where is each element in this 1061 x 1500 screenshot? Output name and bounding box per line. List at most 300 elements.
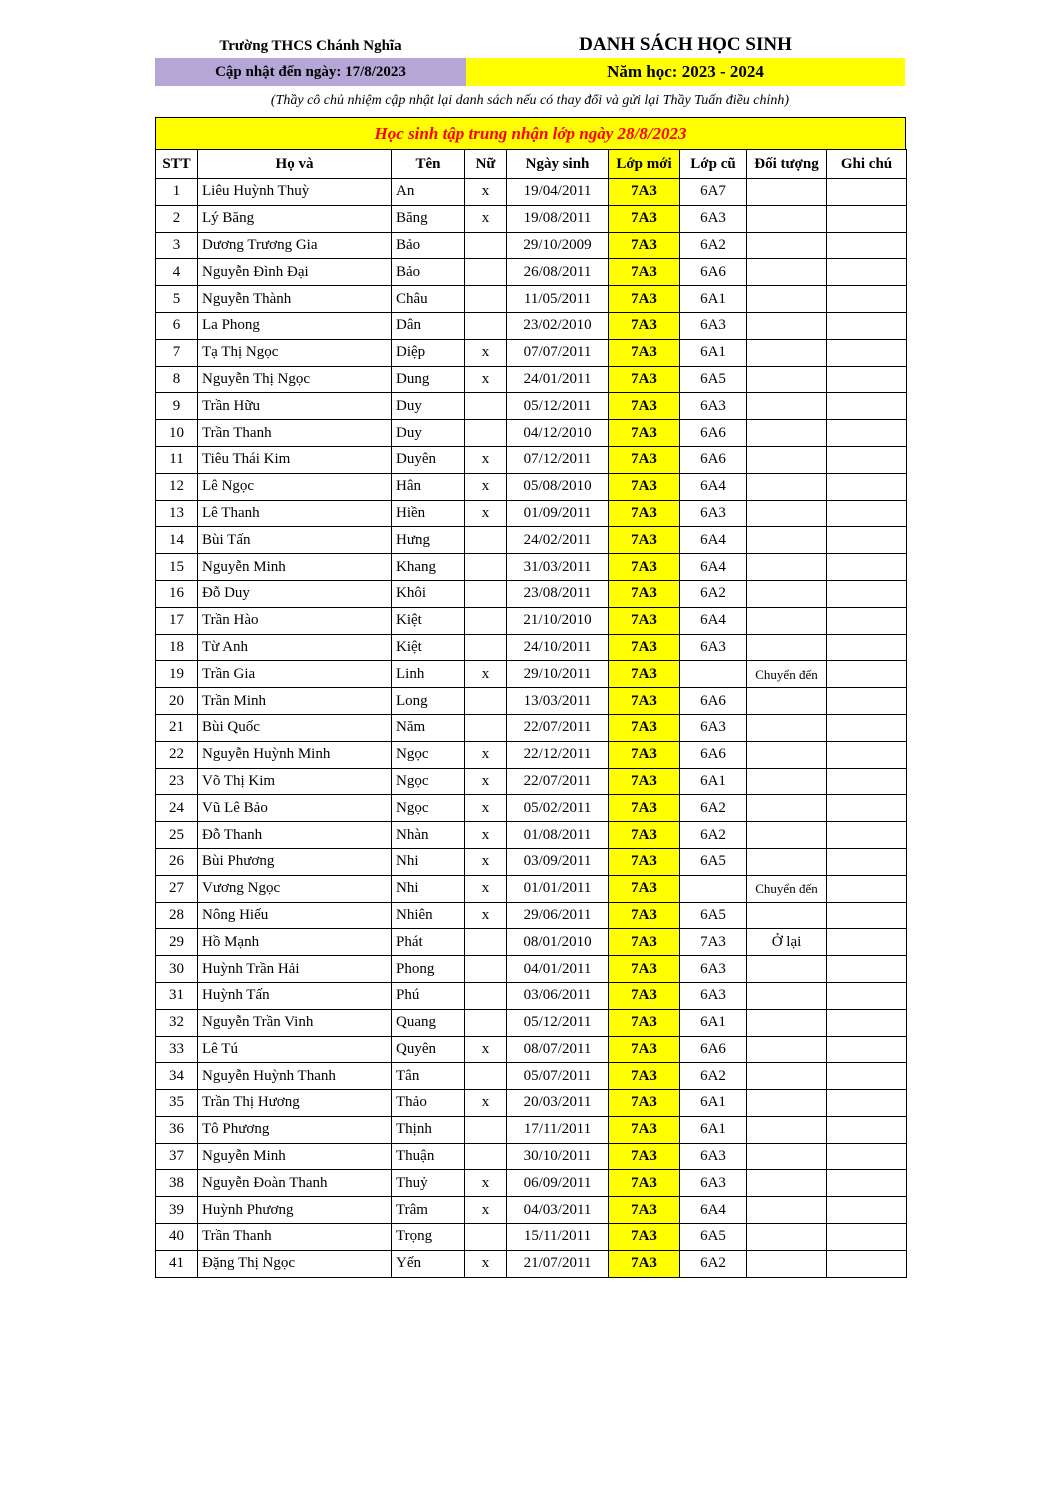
cell-new-class: 7A3	[609, 1090, 680, 1117]
table-row	[156, 286, 907, 313]
cell-stt: 30	[156, 956, 198, 983]
cell-note	[827, 929, 907, 956]
cell-category	[747, 688, 827, 715]
cell-last-name: Nguyễn Đoàn Thanh	[198, 1170, 392, 1197]
cell-old-class: 6A6	[680, 446, 747, 473]
cell-last-name: Trần Thanh	[198, 420, 392, 447]
cell-old-class: 6A6	[680, 259, 747, 286]
cell-female	[465, 956, 507, 983]
cell-category	[747, 1009, 827, 1036]
cell-note	[827, 822, 907, 849]
cell-stt: 33	[156, 1036, 198, 1063]
col-note: Ghi chú	[827, 150, 907, 179]
cell-first-name: Bảo	[392, 232, 465, 259]
cell-note	[827, 312, 907, 339]
cell-first-name: Năm	[392, 714, 465, 741]
cell-new-class: 7A3	[609, 527, 680, 554]
cell-stt: 23	[156, 768, 198, 795]
cell-new-class: 7A3	[609, 714, 680, 741]
updated-date: Cập nhật đến ngày: 17/8/2023	[155, 58, 466, 86]
cell-dob: 08/01/2010	[507, 929, 609, 956]
cell-dob: 07/12/2011	[507, 446, 609, 473]
table-row	[156, 366, 907, 393]
cell-note	[827, 420, 907, 447]
cell-old-class: 6A4	[680, 527, 747, 554]
cell-note	[827, 1063, 907, 1090]
table-row	[156, 205, 907, 232]
cell-new-class: 7A3	[609, 420, 680, 447]
cell-new-class: 7A3	[609, 580, 680, 607]
cell-female	[465, 1143, 507, 1170]
table-row	[156, 902, 907, 929]
student-table	[155, 149, 907, 1278]
cell-new-class: 7A3	[609, 795, 680, 822]
cell-dob: 11/05/2011	[507, 286, 609, 313]
cell-old-class: 6A2	[680, 795, 747, 822]
cell-dob: 06/09/2011	[507, 1170, 609, 1197]
cell-new-class: 7A3	[609, 393, 680, 420]
cell-new-class: 7A3	[609, 688, 680, 715]
cell-stt: 22	[156, 741, 198, 768]
cell-female	[465, 580, 507, 607]
cell-first-name: Hiền	[392, 500, 465, 527]
cell-first-name: Trọng	[392, 1224, 465, 1251]
cell-dob: 15/11/2011	[507, 1224, 609, 1251]
table-row	[156, 795, 907, 822]
document-title: DANH SÁCH HỌC SINH	[579, 34, 792, 55]
cell-last-name: Huỳnh Trần Hải	[198, 956, 392, 983]
table-row	[156, 500, 907, 527]
cell-category	[747, 179, 827, 206]
cell-last-name: Nguyễn Huỳnh Minh	[198, 741, 392, 768]
cell-note	[827, 179, 907, 206]
table-row	[156, 473, 907, 500]
cell-first-name: Phong	[392, 956, 465, 983]
cell-first-name: Nhi	[392, 875, 465, 902]
cell-stt: 29	[156, 929, 198, 956]
cell-new-class: 7A3	[609, 982, 680, 1009]
cell-dob: 19/04/2011	[507, 179, 609, 206]
table-row	[156, 1197, 907, 1224]
cell-dob: 03/06/2011	[507, 982, 609, 1009]
col-dob: Ngày sinh	[507, 150, 609, 179]
cell-dob: 29/10/2009	[507, 232, 609, 259]
cell-stt: 11	[156, 446, 198, 473]
cell-old-class: 6A5	[680, 366, 747, 393]
cell-old-class: 6A2	[680, 232, 747, 259]
cell-old-class	[680, 875, 747, 902]
cell-female: x	[465, 848, 507, 875]
cell-note	[827, 1036, 907, 1063]
cell-first-name: Ngọc	[392, 768, 465, 795]
cell-category	[747, 1250, 827, 1277]
cell-last-name: Bùi Tấn	[198, 527, 392, 554]
cell-first-name: Duy	[392, 393, 465, 420]
cell-category	[747, 1116, 827, 1143]
cell-first-name: Yến	[392, 1250, 465, 1277]
cell-category	[747, 446, 827, 473]
cell-old-class: 6A4	[680, 1197, 747, 1224]
cell-dob: 23/08/2011	[507, 580, 609, 607]
cell-female	[465, 1063, 507, 1090]
cell-stt: 2	[156, 205, 198, 232]
cell-category	[747, 607, 827, 634]
cell-new-class: 7A3	[609, 741, 680, 768]
cell-first-name: Dung	[392, 366, 465, 393]
cell-first-name: Nhi	[392, 848, 465, 875]
table-row	[156, 714, 907, 741]
table-row	[156, 554, 907, 581]
cell-category	[747, 527, 827, 554]
cell-note	[827, 1116, 907, 1143]
table-row	[156, 527, 907, 554]
cell-old-class: 6A5	[680, 1224, 747, 1251]
cell-dob: 19/08/2011	[507, 205, 609, 232]
cell-stt: 31	[156, 982, 198, 1009]
cell-old-class	[680, 661, 747, 688]
cell-stt: 12	[156, 473, 198, 500]
cell-dob: 04/01/2011	[507, 956, 609, 983]
cell-category	[747, 795, 827, 822]
table-row	[156, 1063, 907, 1090]
cell-last-name: Tiêu Thái Kim	[198, 446, 392, 473]
cell-old-class: 6A1	[680, 768, 747, 795]
cell-last-name: Bùi Quốc	[198, 714, 392, 741]
cell-old-class: 6A3	[680, 956, 747, 983]
cell-last-name: Nguyễn Trần Vinh	[198, 1009, 392, 1036]
cell-last-name: Nguyễn Minh	[198, 554, 392, 581]
cell-stt: 8	[156, 366, 198, 393]
cell-last-name: Đỗ Duy	[198, 580, 392, 607]
cell-note	[827, 580, 907, 607]
table-row	[156, 848, 907, 875]
cell-last-name: La Phong	[198, 312, 392, 339]
cell-old-class: 6A5	[680, 902, 747, 929]
cell-female: x	[465, 1250, 507, 1277]
cell-note	[827, 473, 907, 500]
cell-category	[747, 902, 827, 929]
cell-old-class: 6A6	[680, 741, 747, 768]
cell-female	[465, 286, 507, 313]
cell-stt: 15	[156, 554, 198, 581]
cell-female: x	[465, 741, 507, 768]
cell-dob: 24/02/2011	[507, 527, 609, 554]
cell-category	[747, 580, 827, 607]
cell-category	[747, 339, 827, 366]
cell-note	[827, 1170, 907, 1197]
cell-first-name: Châu	[392, 286, 465, 313]
cell-old-class: 6A3	[680, 1170, 747, 1197]
assembly-banner: Học sinh tập trung nhận lớp ngày 28/8/2023	[155, 117, 906, 149]
cell-first-name: Khang	[392, 554, 465, 581]
cell-first-name: Nhàn	[392, 822, 465, 849]
cell-last-name: Trần Thị Hương	[198, 1090, 392, 1117]
cell-first-name: Ngọc	[392, 795, 465, 822]
cell-note	[827, 956, 907, 983]
col-first-name: Tên	[392, 150, 465, 179]
cell-female: x	[465, 661, 507, 688]
school-year: Năm học: 2023 - 2024	[466, 58, 905, 86]
cell-last-name: Nông Hiếu	[198, 902, 392, 929]
cell-first-name: Phát	[392, 929, 465, 956]
table-row	[156, 1143, 907, 1170]
cell-dob: 22/12/2011	[507, 741, 609, 768]
cell-first-name: Duy	[392, 420, 465, 447]
cell-stt: 19	[156, 661, 198, 688]
cell-last-name: Võ Thị Kim	[198, 768, 392, 795]
cell-category: Ở lại	[747, 929, 827, 956]
cell-old-class: 6A1	[680, 1009, 747, 1036]
cell-last-name: Tạ Thị Ngọc	[198, 339, 392, 366]
cell-female: x	[465, 1090, 507, 1117]
cell-note	[827, 768, 907, 795]
cell-new-class: 7A3	[609, 339, 680, 366]
cell-category	[747, 393, 827, 420]
cell-dob: 26/08/2011	[507, 259, 609, 286]
table-row	[156, 259, 907, 286]
cell-female: x	[465, 500, 507, 527]
table-row	[156, 634, 907, 661]
cell-old-class: 6A3	[680, 714, 747, 741]
cell-first-name: Thuỷ	[392, 1170, 465, 1197]
table-row	[156, 1224, 907, 1251]
cell-dob: 30/10/2011	[507, 1143, 609, 1170]
col-old-class: Lớp cũ	[680, 150, 747, 179]
cell-last-name: Dương Trương Gia	[198, 232, 392, 259]
cell-category	[747, 1036, 827, 1063]
cell-note	[827, 714, 907, 741]
cell-note	[827, 1090, 907, 1117]
table-row	[156, 1090, 907, 1117]
table-row	[156, 956, 907, 983]
col-last-name: Họ và	[198, 150, 392, 179]
cell-category: Chuyển đến	[747, 875, 827, 902]
cell-category: Chuyển đến	[747, 661, 827, 688]
cell-dob: 24/10/2011	[507, 634, 609, 661]
cell-last-name: Bùi Phương	[198, 848, 392, 875]
cell-note	[827, 1250, 907, 1277]
cell-female	[465, 232, 507, 259]
cell-last-name: Đỗ Thanh	[198, 822, 392, 849]
cell-last-name: Hồ Mạnh	[198, 929, 392, 956]
cell-female: x	[465, 1170, 507, 1197]
cell-old-class: 6A1	[680, 286, 747, 313]
cell-old-class: 6A1	[680, 339, 747, 366]
cell-female	[465, 929, 507, 956]
cell-old-class: 6A6	[680, 688, 747, 715]
cell-dob: 13/03/2011	[507, 688, 609, 715]
cell-new-class: 7A3	[609, 312, 680, 339]
cell-note	[827, 1009, 907, 1036]
cell-stt: 27	[156, 875, 198, 902]
cell-new-class: 7A3	[609, 286, 680, 313]
cell-old-class: 6A5	[680, 848, 747, 875]
cell-last-name: Nguyễn Thành	[198, 286, 392, 313]
cell-new-class: 7A3	[609, 661, 680, 688]
cell-female	[465, 1009, 507, 1036]
cell-old-class: 6A1	[680, 1090, 747, 1117]
cell-last-name: Huỳnh Phương	[198, 1197, 392, 1224]
cell-new-class: 7A3	[609, 259, 680, 286]
table-row	[156, 232, 907, 259]
cell-category	[747, 982, 827, 1009]
cell-stt: 40	[156, 1224, 198, 1251]
cell-female: x	[465, 902, 507, 929]
cell-last-name: Vũ Lê Bảo	[198, 795, 392, 822]
cell-female	[465, 688, 507, 715]
cell-category	[747, 741, 827, 768]
cell-new-class: 7A3	[609, 446, 680, 473]
cell-female: x	[465, 366, 507, 393]
cell-category	[747, 848, 827, 875]
cell-note	[827, 1224, 907, 1251]
cell-new-class: 7A3	[609, 875, 680, 902]
cell-dob: 01/01/2011	[507, 875, 609, 902]
cell-female: x	[465, 875, 507, 902]
cell-old-class: 6A3	[680, 312, 747, 339]
cell-old-class: 6A3	[680, 1143, 747, 1170]
cell-last-name: Lê Thanh	[198, 500, 392, 527]
cell-old-class: 6A6	[680, 1036, 747, 1063]
cell-note	[827, 366, 907, 393]
table-row	[156, 179, 907, 206]
cell-first-name: Kiệt	[392, 634, 465, 661]
cell-stt: 18	[156, 634, 198, 661]
cell-note	[827, 607, 907, 634]
cell-dob: 08/07/2011	[507, 1036, 609, 1063]
cell-stt: 3	[156, 232, 198, 259]
table-row	[156, 1036, 907, 1063]
cell-last-name: Vương Ngọc	[198, 875, 392, 902]
cell-note	[827, 1197, 907, 1224]
cell-first-name: Quang	[392, 1009, 465, 1036]
cell-female: x	[465, 1036, 507, 1063]
cell-first-name: Trâm	[392, 1197, 465, 1224]
cell-stt: 10	[156, 420, 198, 447]
cell-female: x	[465, 822, 507, 849]
cell-last-name: Trần Minh	[198, 688, 392, 715]
cell-old-class: 6A2	[680, 1063, 747, 1090]
table-row	[156, 688, 907, 715]
cell-last-name: Lê Tú	[198, 1036, 392, 1063]
cell-first-name: Dân	[392, 312, 465, 339]
cell-category	[747, 1143, 827, 1170]
cell-note	[827, 688, 907, 715]
cell-category	[747, 1197, 827, 1224]
table-row	[156, 446, 907, 473]
cell-new-class: 7A3	[609, 1250, 680, 1277]
cell-dob: 04/03/2011	[507, 1197, 609, 1224]
table-row	[156, 420, 907, 447]
table-row	[156, 982, 907, 1009]
cell-dob: 04/12/2010	[507, 420, 609, 447]
cell-stt: 21	[156, 714, 198, 741]
table-row	[156, 1116, 907, 1143]
cell-female: x	[465, 1197, 507, 1224]
cell-note	[827, 875, 907, 902]
cell-stt: 24	[156, 795, 198, 822]
cell-old-class: 6A7	[680, 179, 747, 206]
table-row	[156, 822, 907, 849]
cell-last-name: Nguyễn Đình Đại	[198, 259, 392, 286]
cell-last-name: Đặng Thị Ngọc	[198, 1250, 392, 1277]
cell-first-name: Hân	[392, 473, 465, 500]
table-row	[156, 929, 907, 956]
cell-category	[747, 500, 827, 527]
cell-category	[747, 312, 827, 339]
cell-stt: 14	[156, 527, 198, 554]
table-row	[156, 768, 907, 795]
cell-category	[747, 473, 827, 500]
cell-female	[465, 259, 507, 286]
cell-dob: 23/02/2010	[507, 312, 609, 339]
cell-last-name: Trần Thanh	[198, 1224, 392, 1251]
table-row	[156, 875, 907, 902]
table-row	[156, 607, 907, 634]
cell-female: x	[465, 473, 507, 500]
cell-note	[827, 848, 907, 875]
cell-note	[827, 393, 907, 420]
cell-dob: 07/07/2011	[507, 339, 609, 366]
cell-female: x	[465, 768, 507, 795]
cell-dob: 24/01/2011	[507, 366, 609, 393]
cell-new-class: 7A3	[609, 848, 680, 875]
cell-new-class: 7A3	[609, 1170, 680, 1197]
cell-category	[747, 420, 827, 447]
cell-category	[747, 1170, 827, 1197]
cell-first-name: Thuận	[392, 1143, 465, 1170]
col-female: Nữ	[465, 150, 507, 179]
cell-new-class: 7A3	[609, 1009, 680, 1036]
cell-stt: 17	[156, 607, 198, 634]
cell-last-name: Huỳnh Tấn	[198, 982, 392, 1009]
cell-first-name: Quyên	[392, 1036, 465, 1063]
cell-dob: 01/09/2011	[507, 500, 609, 527]
cell-note	[827, 741, 907, 768]
cell-category	[747, 205, 827, 232]
cell-old-class: 6A3	[680, 634, 747, 661]
cell-category	[747, 768, 827, 795]
cell-last-name: Nguyễn Huỳnh Thanh	[198, 1063, 392, 1090]
cell-female	[465, 554, 507, 581]
cell-last-name: Tô Phương	[198, 1116, 392, 1143]
cell-dob: 05/02/2011	[507, 795, 609, 822]
cell-new-class: 7A3	[609, 179, 680, 206]
cell-dob: 20/03/2011	[507, 1090, 609, 1117]
cell-dob: 21/07/2011	[507, 1250, 609, 1277]
cell-new-class: 7A3	[609, 554, 680, 581]
cell-category	[747, 634, 827, 661]
cell-old-class: 6A3	[680, 205, 747, 232]
cell-new-class: 7A3	[609, 1143, 680, 1170]
cell-first-name: Diệp	[392, 339, 465, 366]
cell-note	[827, 232, 907, 259]
cell-new-class: 7A3	[609, 473, 680, 500]
cell-first-name: An	[392, 179, 465, 206]
cell-female: x	[465, 179, 507, 206]
cell-female: x	[465, 795, 507, 822]
cell-stt: 41	[156, 1250, 198, 1277]
school-name: Trường THCS Chánh Nghĩa	[219, 38, 402, 54]
cell-category	[747, 956, 827, 983]
table-row	[156, 1009, 907, 1036]
cell-last-name: Trần Gia	[198, 661, 392, 688]
cell-stt: 32	[156, 1009, 198, 1036]
cell-female	[465, 1116, 507, 1143]
table-row	[156, 393, 907, 420]
cell-old-class: 6A4	[680, 473, 747, 500]
cell-old-class: 6A1	[680, 1116, 747, 1143]
